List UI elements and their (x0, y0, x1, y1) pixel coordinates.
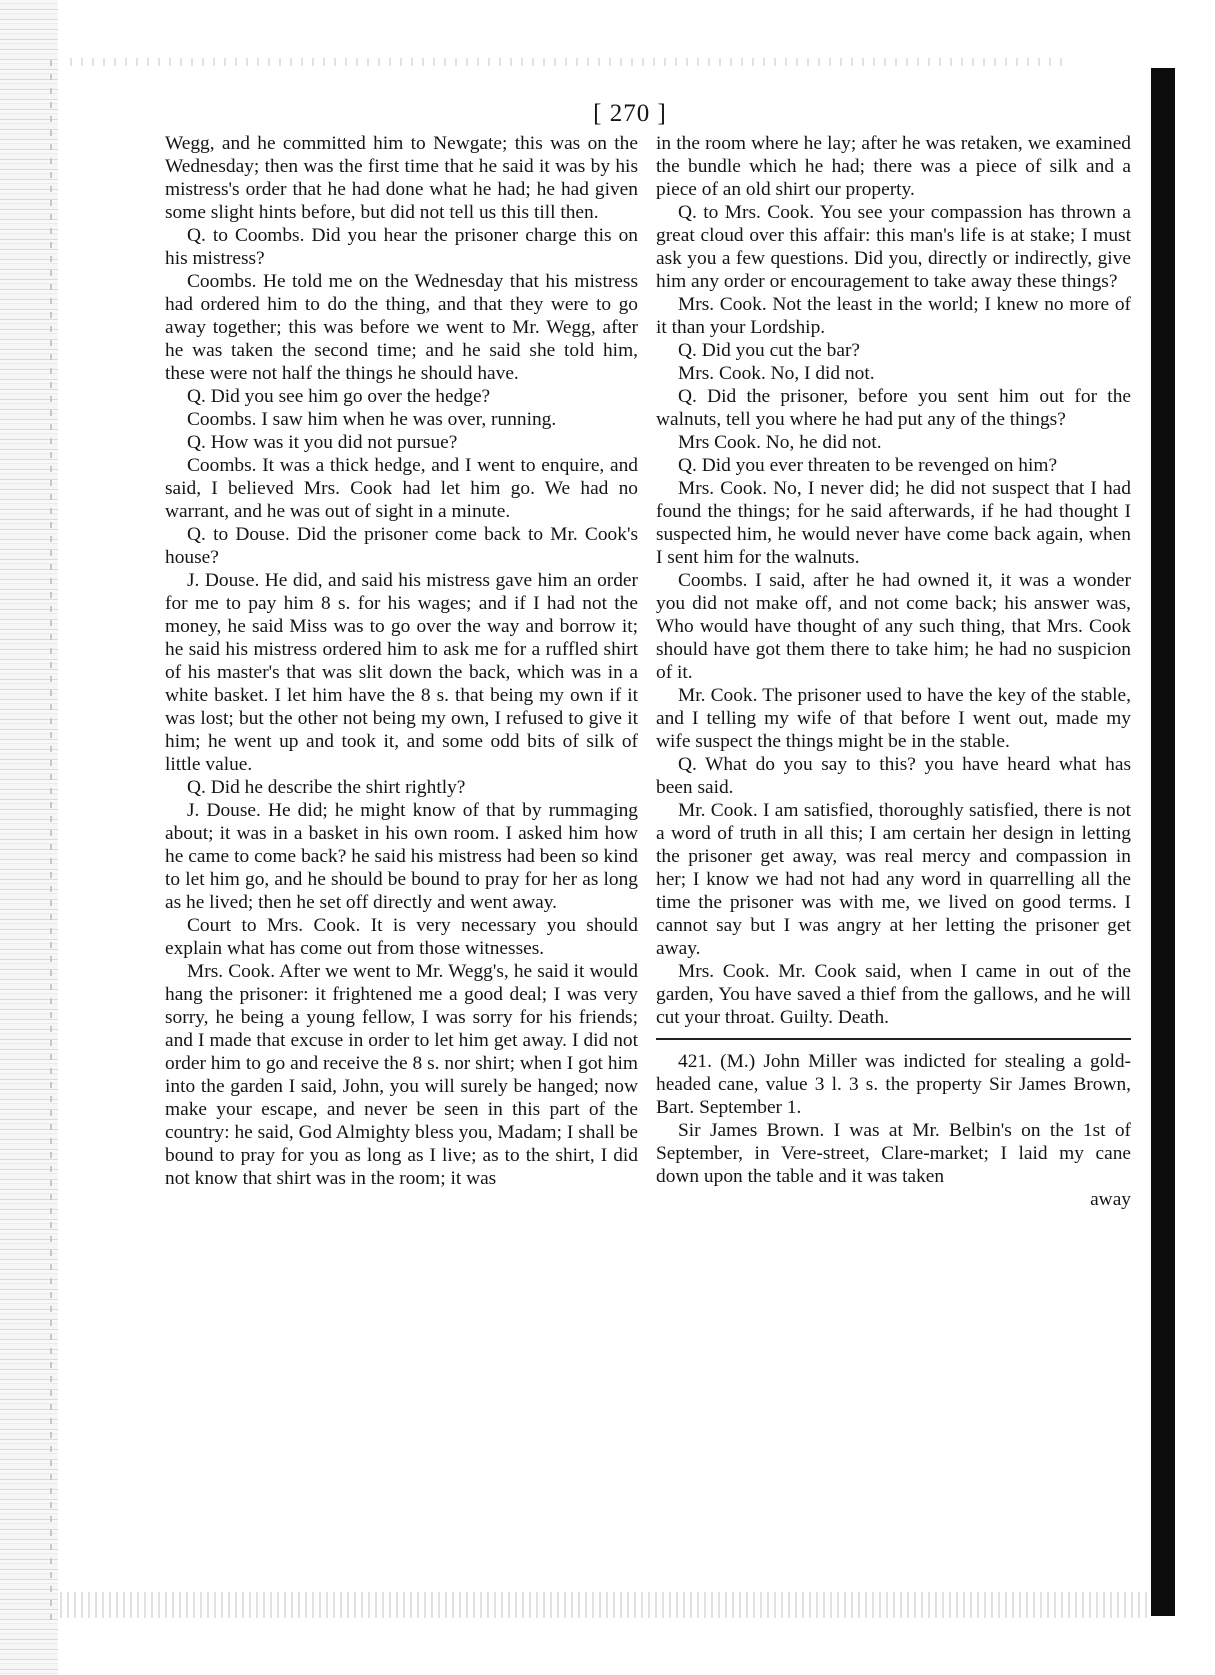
right-column (656, 132, 1131, 1582)
paragraph: Q. Did you see him go over the hedge? (187, 386, 491, 407)
paragraph: Mr. Cook. The prisoner used to have the key of the stable, and I telling my wife of that before I went out, made my wife suspect the things might be in the stable. (656, 685, 1131, 752)
paragraph: Mrs. Cook. No, I did not. (678, 363, 875, 384)
binding-shadow (1151, 68, 1175, 1616)
paragraph: Mrs. Cook. No, I never did; he did not suspect that I had found the things; for he said afterwards, if he had thought I suspected him, he would never have come back again, when I sent him for the walnuts. (656, 478, 1131, 568)
paragraph: in the room where he lay; after he was retaken, we examined the bundle which he had; there was a piece of silk and a piece of an old shirt our property. (656, 133, 1131, 200)
paragraph: Coombs. I saw him when he was over, running. (187, 409, 557, 430)
paragraph: Q. Did you ever threaten to be revenged on him? (678, 455, 1058, 476)
scan-top-noise (70, 58, 1070, 66)
catchword: away (1090, 1189, 1131, 1210)
paragraph: Mrs Cook. No, he did not. (678, 432, 882, 453)
paragraph: Court to Mrs. Cook. It is very necessary you should explain what has come out from those witnesses. (165, 915, 638, 959)
paragraph: Q. How was it you did not pursue? (187, 432, 458, 453)
paragraph: Q. to Coombs. Did you hear the prisoner charge this on his mistress? (165, 225, 638, 269)
paragraph: Q. to Douse. Did the prisoner come back to Mr. Cook's house? (165, 524, 638, 568)
left-column (165, 132, 638, 1582)
paragraph: Q. Did he describe the shirt rightly? (187, 777, 466, 798)
scan-bottom-noise (60, 1592, 1150, 1618)
paragraph: Q. What do you say to this? you have heard what has been said. (656, 754, 1131, 798)
page-number: [ 270 ] (593, 100, 667, 127)
paragraph: Mr. Cook. I am satisfied, thoroughly satisfied, there is not a word of truth in all this; I am certain her design in letting the prisoner get away, was real mercy and compassion in her; I know we had not had any word in quarrelling all the time the prisoner was with me, we lived on good terms. I cannot say but I was angry at her letting the prisoner get away. (656, 800, 1131, 959)
paragraph: Q. Did you cut the bar? (678, 340, 861, 361)
paragraph: Wegg, and he committed him to Newgate; this was on the Wednesday; then was the first time that he said it was by his mistress's order that he had done what he had; he had given some slight hints before, but did not tell us this till then. (165, 133, 638, 223)
paragraph: Mrs. Cook. Mr. Cook said, when I came in out of the garden, You have saved a thief from the gallows, and he will cut your throat. Guilty. Death. (656, 961, 1131, 1028)
paragraph: Coombs. He told me on the Wednesday that his mistress had ordered him to do the thing, and that they were to go away together; this was before we went to Mr. Wegg, after he was taken the second time; and he said she told him, these were not half the things he should have. (165, 271, 638, 384)
paragraph: J. Douse. He did, and said his mistress gave him an order for me to pay him 8 s. for his wages; and if I had not the money, he said Miss was to go over the way and borrow it; he said his mistress ordered him to ask me for a ruffled shirt of his master's that was slit down the back, which was in a white basket. I let him have the 8 s. that being my own if it was lost; but the other not being my own, I refused to give it him; he went up and took it, and some odd bits of silk of little value. (165, 570, 638, 775)
paragraph: Mrs. Cook. After we went to Mr. Wegg's, he said it would hang the prisoner: it frightened me a good deal; I was very sorry, he being a young fellow, I was sorry for his friends; and I made that excuse in order to let him get away. I did not order him to go and receive the 8 s. nor shirt; when I got him into the garden I said, John, you will surely be hanged; now make your escape, and never be seen in this part of the country: he said, God Almighty bless you, Madam; I shall be bound to pray for you as long as I live; as to the shirt, I did not know that shirt was in the room; it was (165, 961, 638, 1189)
section-divider (656, 1038, 1131, 1040)
paragraph: 421. (M.) John Miller was indicted for stealing a gold-headed cane, value 3 l. 3 s. the property Sir James Brown, Bart. September 1. (656, 1051, 1131, 1118)
paragraph: Q. Did the prisoner, before you sent him out for the walnuts, tell you where he had put any of the things? (656, 386, 1131, 430)
paragraph: Q. to Mrs. Cook. You see your compassion has thrown a great cloud over this affair: this man's life is at stake; I must ask you a few questions. Did you, directly or indirectly, give him any order or encouragement to take away these things? (656, 202, 1131, 292)
paragraph: Coombs. It was a thick hedge, and I went to enquire, and said, I believed Mrs. Cook had let him go. We had no warrant, and he was out of sight in a minute. (165, 455, 638, 522)
paragraph: Mrs. Cook. Not the least in the world; I knew no more of it than your Lordship. (656, 294, 1131, 338)
scan-left-edge (0, 0, 58, 1675)
paragraph: J. Douse. He did; he might know of that by rummaging about; it was in a basket in his own room. I asked him how he came to come back? he said his mistress had been so kind to let him go, and he should be bound to pray for her as long as he lived; then he set off directly and went away. (165, 800, 638, 913)
paragraph: Coombs. I said, after he had owned it, it was a wonder you did not make off, and not come back; his answer was, Who would have thought of any such thing, that Mrs. Cook should have got them there to take him; he had no suspicion of it. (656, 570, 1131, 683)
paragraph: Sir James Brown. I was at Mr. Belbin's on the 1st of September, in Vere-street, Clare-market; I laid my cane down upon the table and it was taken (656, 1120, 1131, 1187)
